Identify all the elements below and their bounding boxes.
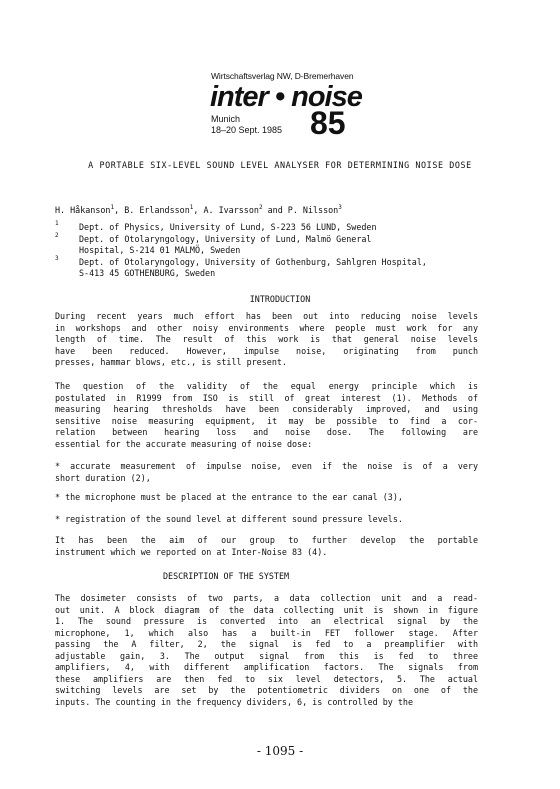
text-line: presses, hammar blows, etc., is still present.	[55, 357, 287, 367]
author-affiliation-mark: 1	[110, 204, 115, 211]
text-line: * accurate measurement of impulse noise, even if the noise is of a very	[55, 461, 478, 471]
conference-city: Munich	[211, 114, 241, 124]
author-name: H. Håkanson	[55, 205, 111, 215]
text-line: It has been the aim of our group to further develop the portable	[55, 535, 478, 545]
author-list	[55, 205, 342, 217]
bullet-item	[55, 492, 478, 504]
text-line: relation between hearing loss and noise dose. The following are	[55, 427, 478, 437]
bullet-item	[55, 461, 478, 484]
paragraph	[55, 381, 478, 450]
affiliation-line	[55, 245, 495, 257]
text-line: have been reduced. However, impulse noise, originating from punch	[55, 345, 478, 356]
conference-year: 85	[310, 105, 346, 141]
author-name: P. Nilsson	[287, 205, 339, 215]
text-line: sensitive noise measuring equipment, it may be possible to find a cor-	[55, 415, 478, 426]
text-line: postulated in R1999 from ISO is still of great interest (1). Methods of	[55, 392, 478, 403]
author-separator: ,	[114, 205, 125, 215]
affiliation-line	[55, 222, 495, 234]
author-name: A. Ivarsson	[203, 205, 259, 215]
affiliation-line	[55, 268, 495, 280]
text-line: During recent years much effort has been out into reducing noise levels	[55, 311, 478, 321]
affiliation-number: 3	[55, 254, 59, 262]
paragraph	[55, 593, 478, 708]
affiliation-text: Dept. of Physics, University of Lund, S-223 56 LUND, Sweden	[79, 222, 377, 232]
author-affiliation-mark: 2	[258, 204, 263, 211]
text-line: out unit. A block diagram of the data collecting unit is shown in figure	[55, 604, 478, 615]
text-line: switching levels are set by the potentiometric dividers on one of the	[55, 685, 478, 695]
text-line: amplifiers, 4, with different amplification factors. The signals from	[55, 662, 478, 672]
text-line: adjustable gain, 3. The output signal from this is fed to three	[55, 650, 478, 661]
text-line: inputs. The counting in the frequency dividers, 6, is controlled by the	[55, 696, 413, 707]
page-number: - 1095 -	[256, 744, 304, 758]
text-line: * the microphone must be placed at the entrance to the ear canal (3),	[55, 492, 403, 502]
section-heading-description: DESCRIPTION OF THE SYSTEM	[163, 571, 290, 581]
author-separator: ,	[193, 205, 204, 215]
text-line: length of time. The result of this work is that general noise levels	[55, 334, 478, 344]
text-line: microphone, 1, which also has a built-in FET follower stage. After	[55, 627, 478, 638]
text-line: * registration of the sound level at different sound pressure levels.	[55, 514, 403, 524]
text-line: these amplifiers are then fed to six level detectors, 5. The actual	[55, 673, 478, 684]
text-line: 1. The sound pressure is converted into an electrical signal by the	[55, 616, 478, 626]
affiliation-line	[55, 231, 495, 246]
affiliation-text: Dept. of Otolaryngology, University of Lund, Malmö General	[79, 233, 372, 244]
text-line: instrument which we reported on at Inter-Noise 83 (4).	[55, 546, 328, 557]
author-name: B. Erlandsson	[124, 205, 190, 215]
paragraph	[55, 535, 478, 558]
text-line: short duration (2),	[55, 472, 151, 483]
affiliation-text: Hospital, S-214 01 MALMÖ, Sweden	[79, 245, 241, 255]
affiliation-line	[55, 254, 495, 269]
affiliation-text: Dept. of Otolaryngology, University of Gothenburg, Sahlgren Hospital,	[79, 256, 427, 267]
text-line: essential for the accurate measuring of noise dose:	[55, 438, 313, 449]
affiliation-list	[55, 222, 495, 280]
affiliation-text: S-413 45 GOTHENBURG, Sweden	[79, 268, 216, 278]
paragraph	[55, 311, 478, 369]
text-line: passing the A filter, 2, the signal is fed to a preamplifier with	[55, 639, 478, 649]
conference-logo: inter • noise	[210, 81, 362, 113]
author-affiliation-mark: 1	[189, 204, 194, 211]
text-line: measuring hearing thresholds have been considerably improved, and using	[55, 404, 478, 414]
text-line: The dosimeter consists of two parts, a data collection unit and a read-	[55, 593, 478, 603]
publisher-line: Wirtschaftsverlag NW, D-Bremerhaven	[211, 71, 354, 81]
author-separator: and	[262, 205, 288, 215]
text-line: The question of the validity of the equal energy principle which is	[55, 381, 478, 391]
author-affiliation-mark: 3	[338, 204, 342, 211]
bullet-item	[55, 514, 478, 526]
affiliation-number: 2	[55, 231, 59, 239]
section-heading-introduction: INTRODUCTION	[249, 294, 311, 304]
text-line: in workshops and other noisy environments where people must work for any	[55, 322, 478, 333]
conference-dates: 18–20 Sept. 1985	[211, 125, 283, 135]
paper-title: A PORTABLE SIX-LEVEL SOUND LEVEL ANALYSER FOR DETERMINING NOISE DOSE	[88, 160, 472, 170]
affiliation-number: 1	[55, 220, 59, 227]
